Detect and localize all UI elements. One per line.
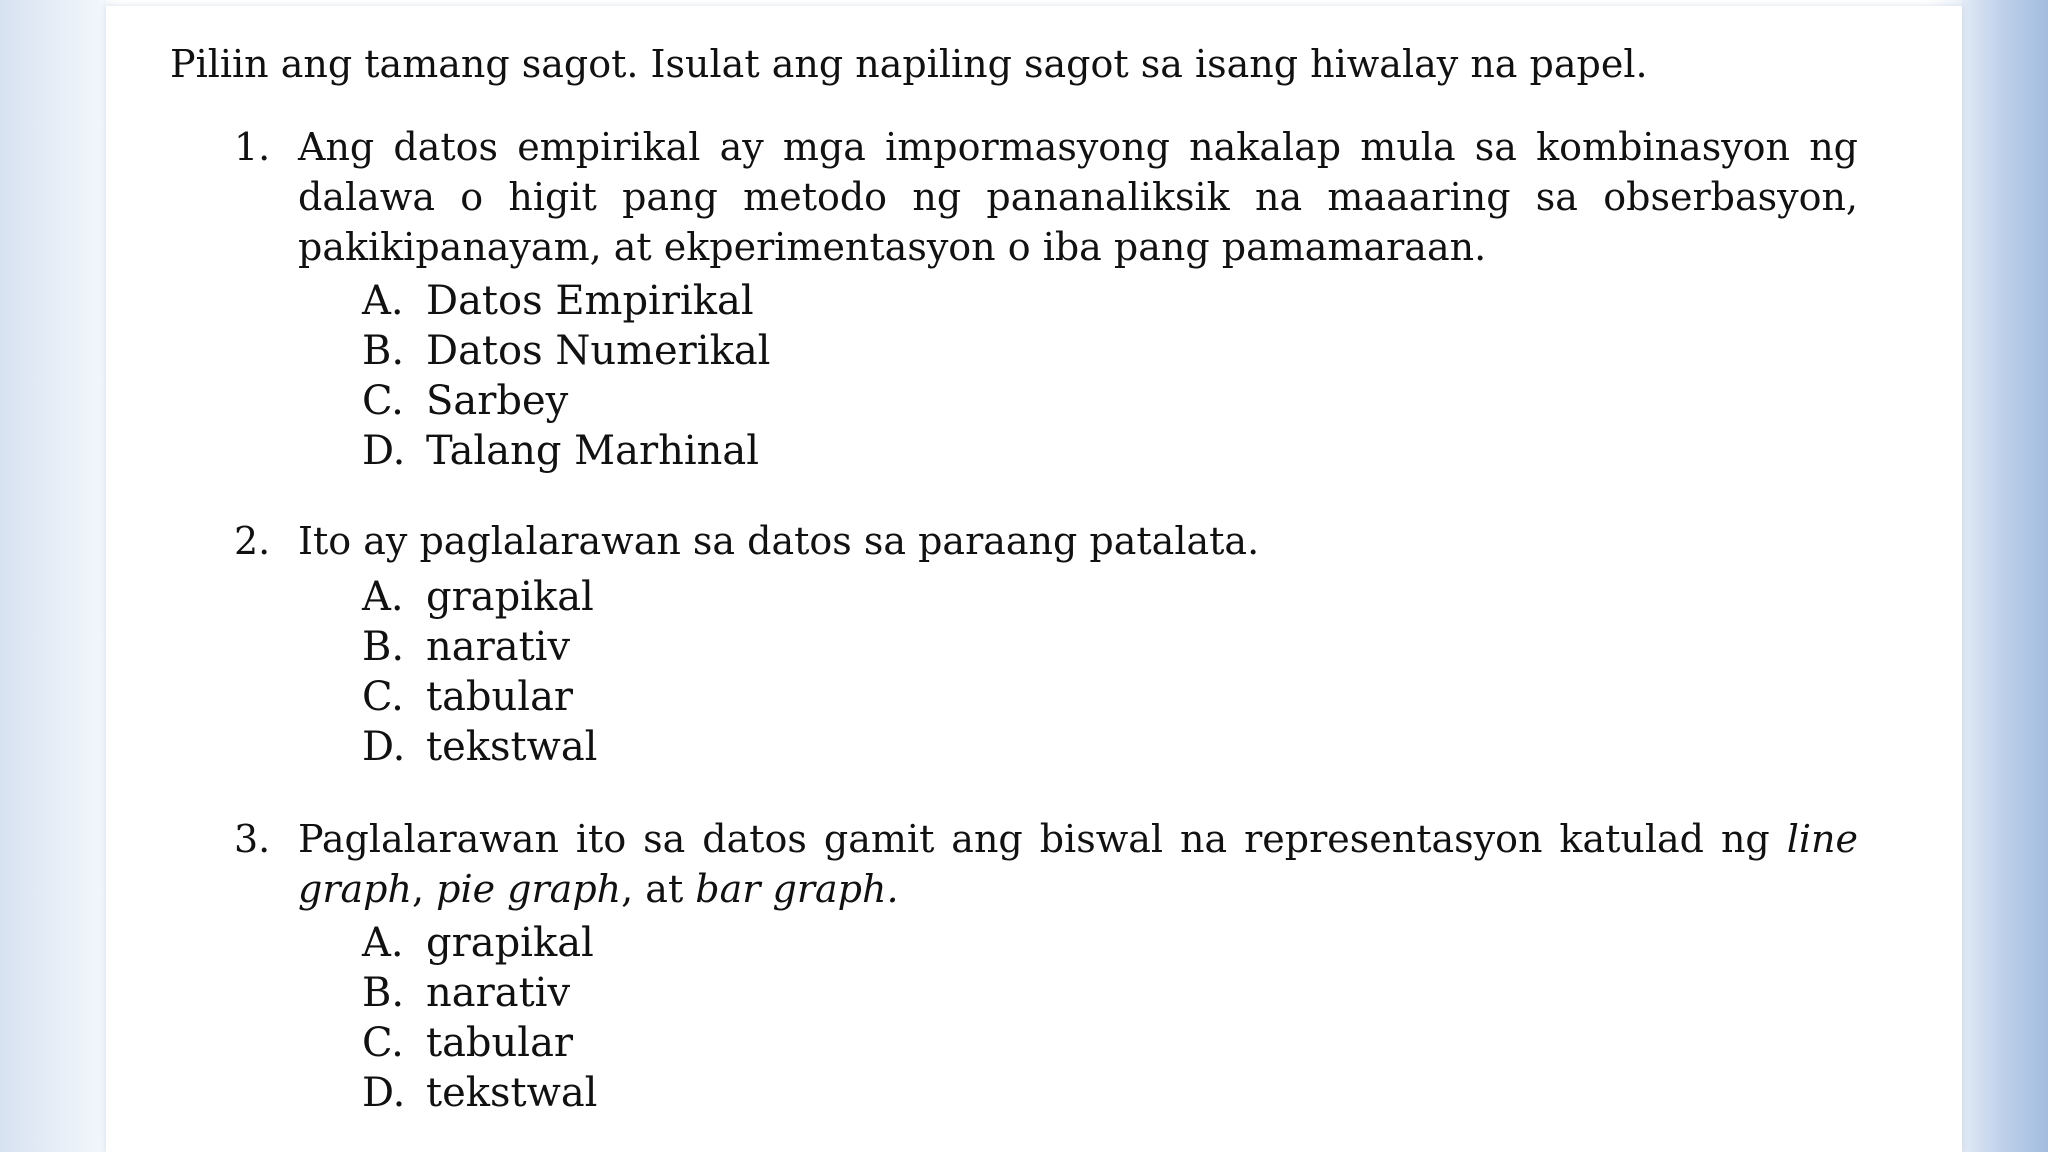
option-text: tabular — [426, 674, 574, 720]
question-text-part: , — [411, 867, 437, 911]
option-letter: D. — [362, 428, 406, 474]
option-letter: B. — [362, 624, 405, 670]
question-text-part: . — [886, 867, 899, 911]
question-number: 3. — [234, 817, 271, 861]
option-text: tabular — [426, 1020, 574, 1066]
question-text: Ito ay paglalarawan sa datos sa paraang patalata. — [298, 519, 1260, 563]
option-letter: A. — [362, 574, 404, 620]
option-text: Sarbey — [426, 378, 569, 424]
option-letter: D. — [362, 1070, 406, 1116]
left-background-edge — [0, 0, 106, 1152]
option-letter: C. — [362, 674, 404, 720]
option-letter: D. — [362, 724, 406, 770]
question-text — [298, 814, 1858, 914]
option-text: tekstwal — [426, 1070, 598, 1116]
question-number: 2. — [234, 519, 271, 563]
option-letter: B. — [362, 970, 405, 1016]
option-letter: A. — [362, 278, 404, 324]
right-background-edge — [1962, 0, 2048, 1152]
option-text: grapikal — [426, 574, 594, 620]
instructions-text: Piliin ang tamang sagot. Isulat ang napiling sagot sa isang hiwalay na papel. — [170, 42, 1648, 86]
question-text-italic: line graph — [298, 817, 1858, 911]
option-text: grapikal — [426, 920, 594, 966]
option-letter: A. — [362, 920, 404, 966]
option-text: narativ — [426, 970, 571, 1016]
question-text-part: Paglalarawan ito sa datos gamit ang biswal na representasyon katulad ng — [298, 817, 1787, 861]
option-letter: B. — [362, 328, 405, 374]
question-text-part: , at — [621, 867, 696, 911]
question-text-italic: bar graph — [695, 867, 887, 911]
question-number: 1. — [234, 125, 271, 169]
option-text: Datos Empirikal — [426, 278, 754, 324]
question-text-italic: pie graph — [436, 867, 622, 911]
document-page — [106, 6, 1962, 1152]
option-letter: C. — [362, 378, 404, 424]
option-text: tekstwal — [426, 724, 598, 770]
option-text: Datos Numerikal — [426, 328, 771, 374]
question-text: Ang datos empirikal ay mga impormasyong nakalap mula sa kombinasyon ng dalawa o higit pang metodo ng pananaliksik na maaaring sa obserbasyon, pakikipanayam, at ekperimentasyon o iba pang pamamaraan. — [298, 125, 1858, 269]
option-letter: C. — [362, 1020, 404, 1066]
option-text: narativ — [426, 624, 571, 670]
option-text: Talang Marhinal — [426, 428, 760, 474]
